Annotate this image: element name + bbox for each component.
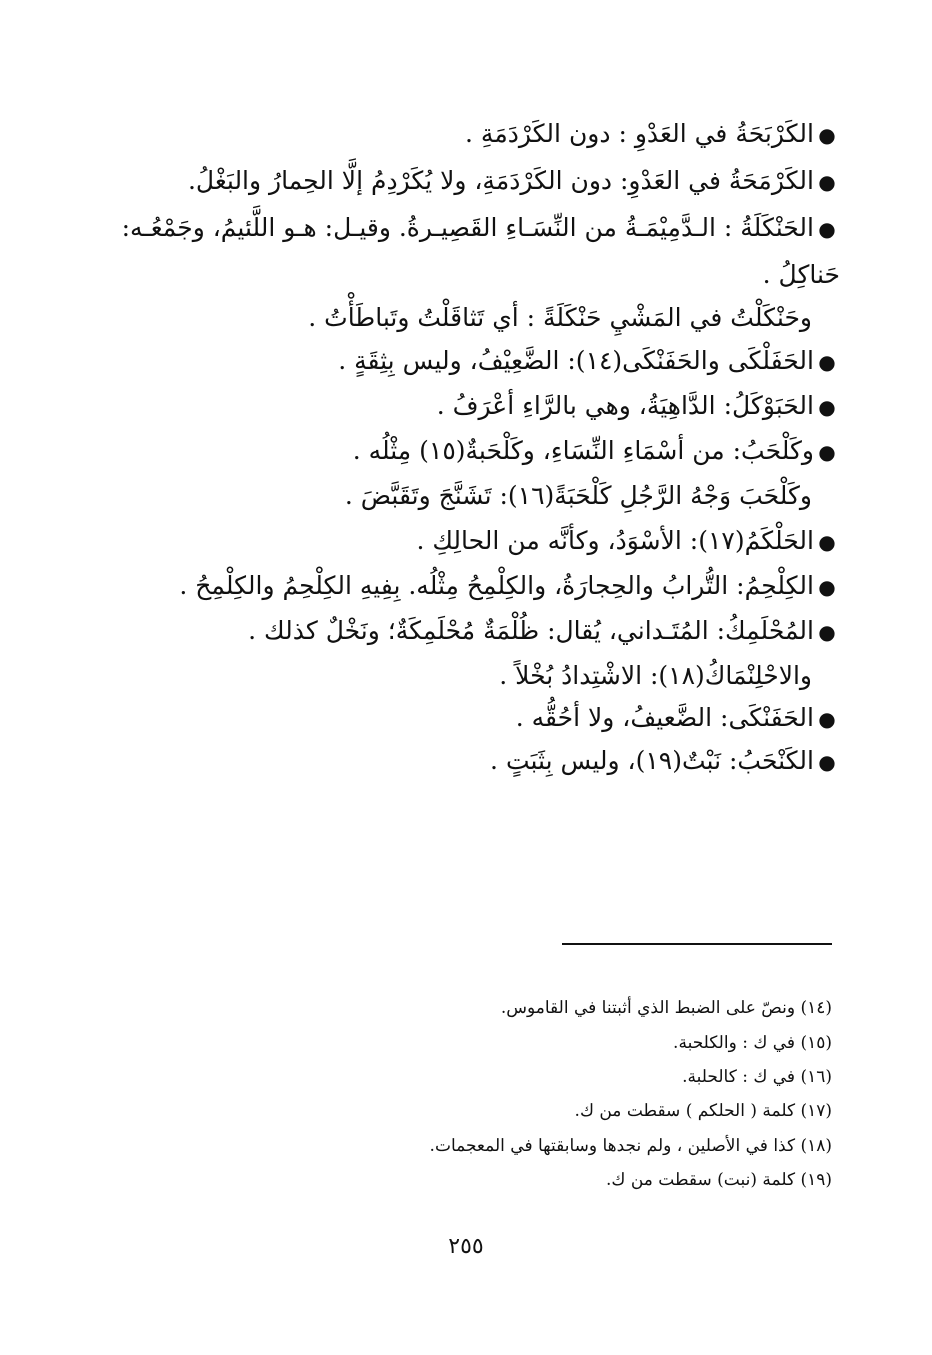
bullet-icon: ● (818, 440, 836, 464)
entry-hafanka: ●الحَفَنْكَى: الضَّعيفُ، ولا أحُقُّه . (60, 699, 840, 738)
entry-karmaha: ●الكَرْمَحَةُ في العَدْوِ: دون الكَرْدَمَةِ، ولا يُكَرْدِمُ إلَّا الحِمارُ والبَغْلُ. (60, 162, 840, 201)
bullet-icon: ● (818, 123, 836, 147)
entry-hankala: ●الحَنْكَلَةُ : الـدَّمِيْمَـةُ من النِّسَـاءِ القَصِيـرةُ. وقيـل: هـو اللَّئيمُ، وجَمْعُـه: (60, 209, 840, 248)
entry-ihlinmak: والاحْلِنْمَاكُ(١٨): الاشْتِدادُ بُخْلاً . (499, 661, 812, 690)
entry-karbaha: ●الكَرْبَحَةُ في العَدْوِ : دون الكَرْدَمَةِ . (60, 115, 840, 154)
entry-hankala-continued: حَناكِلُ . (762, 260, 840, 289)
bullet-icon: ● (818, 575, 836, 599)
entry-kilhim: ●الكِلْحِمُ: التُّرابُ والحِجارَةُ، والكِلْمِحُ مِثْلُه. بِفِيهِ الكِلْحِمُ والكِلْمِحُ . (60, 567, 840, 606)
bullet-icon: ● (818, 707, 836, 731)
bullet-icon: ● (818, 395, 836, 419)
bullet-icon: ● (818, 530, 836, 554)
entry-kalhaba-verb: وكَلْحَبَ وَجْهُ الرَّجُلِ كَلْحَبَةً(١٦): تَشَنَّجَ وتَقَبَّضَ . (344, 481, 812, 510)
footnote-18: (١٨) كذا في الأصلين ، ولم نجدها وسابقتها في المعجمات. (429, 1136, 832, 1156)
footnote-16: (١٦) في ك : كالحلبة. (682, 1067, 832, 1087)
bullet-icon: ● (818, 217, 836, 241)
footnote-19: (١٩) كلمة (نبت) سقطت من ك. (606, 1170, 832, 1190)
entry-kalhab: ●وكَلْحَبُ: من أسْمَاءِ النِّسَاءِ، وكَلْحَبةٌ(١٥) مِثْلُه . (60, 432, 840, 471)
entry-hafalka: ●الحَفَلْكَى والحَفَنْكَى(١٤): الضَّعِيْفُ، وليس بِثِقَةٍ . (60, 342, 840, 381)
entry-halkam: ●الحَلْكَمُ(١٧): الأسْوَدُ، وكأنَّه من الحالِكِ . (60, 522, 840, 561)
bullet-icon: ● (818, 750, 836, 774)
page-number: ٢٥٥ (448, 1234, 484, 1259)
footnote-15: (١٥) في ك : والكلحبة. (673, 1033, 832, 1053)
entry-muhlamik: ●المُحْلَمِكُ: المُتَـداني، يُقال: ظُلْمَةٌ مُحْلَمِكَةٌ؛ ونَخْلٌ كذلك . (60, 612, 840, 651)
bullet-icon: ● (818, 620, 836, 644)
bullet-icon: ● (818, 350, 836, 374)
footnote-17: (١٧) كلمة ( الحلكم ) سقطت من ك. (574, 1101, 832, 1121)
entry-habawkal: ●الحَبَوْكَلُ: الدَّاهِيَةُ، وهي بالرَّاءِ أعْرَفُ . (60, 387, 840, 426)
bullet-icon: ● (818, 170, 836, 194)
entry-hankaltu: وحَنْكَلْتُ في المَشْيِ حَنْكَلَةً : أي تَثاقَلْتُ وتَباطَأْتُ . (308, 303, 812, 332)
footnote-separator (562, 943, 832, 945)
footnote-14: (١٤) ونصّ على الضبط الذي أثبتنا في القاموس. (500, 998, 832, 1018)
entry-kanhab: ●الكَنْحَبُ: نَبْتٌ(١٩)، وليس بِثَبَتٍ . (60, 742, 840, 781)
